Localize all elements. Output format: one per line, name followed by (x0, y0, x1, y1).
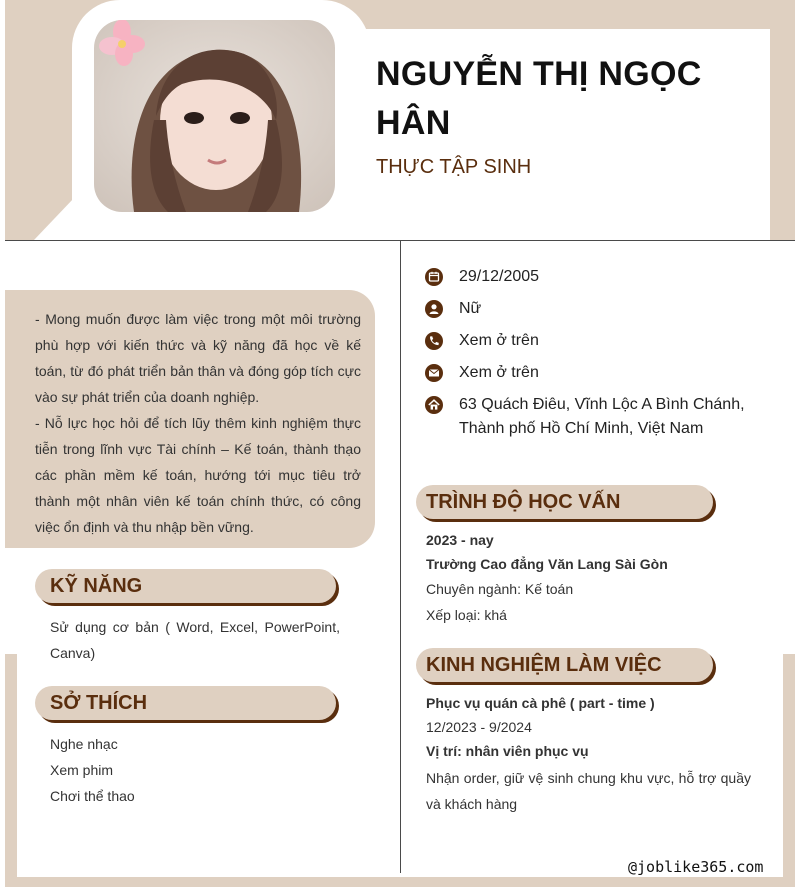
right-border (783, 654, 795, 877)
job-period: 12/2023 - 9/2024 (426, 719, 532, 735)
phone-icon (425, 332, 443, 350)
address-line-1: 63 Quách Điêu, Vĩnh Lộc A Bình Chánh, (459, 396, 745, 413)
objective-paragraph-1: - Mong muốn được làm việc trong một môi trường phù hợp với kiến thức và kỹ năng đã học về kế toán, từ đó phát triển bản thân và đóng góp tích cực vào sự phát triển của doanh nghiệp. (35, 311, 361, 405)
education-school: Trường Cao đẳng Văn Lang Sài Gòn (426, 556, 668, 572)
column-divider (400, 240, 401, 873)
hobby-item: Nghe nhạc (50, 736, 118, 752)
education-details (426, 528, 756, 628)
education-period: 2023 - nay (426, 532, 494, 548)
hobbies-title: SỞ THÍCH (50, 692, 148, 714)
job-description: Nhận order, giữ vệ sinh chung khu vực, hỗ trợ quầy và khách hàng (426, 770, 751, 812)
hobby-item: Xem phim (50, 762, 114, 778)
phone-text: Xem ở trên (459, 332, 539, 349)
skills-title: KỸ NĂNG (50, 575, 143, 597)
experience-title: KINH NGHIỆM LÀM VIỆC (426, 654, 662, 676)
hobby-item: Chơi thể thao (50, 788, 135, 804)
education-major: Chuyên ngành: Kế toán (426, 581, 574, 597)
home-icon (425, 396, 443, 414)
address-line-2: Thành phố Hồ Chí Minh, Việt Nam (459, 420, 704, 437)
mail-icon (425, 364, 443, 382)
hobbies-list (50, 731, 340, 809)
bottom-border (5, 877, 795, 887)
job-title: Phục vụ quán cà phê ( part - time ) (426, 695, 655, 711)
gender-text: Nữ (459, 300, 482, 317)
candidate-role: THỰC TẬP SINH (376, 156, 532, 178)
email-text: Xem ở trên (459, 364, 539, 381)
objective-paragraph-2: - Nỗ lực học hỏi để tích lũy thêm kinh nghiệm thực tiễn trong lĩnh vực Tài chính – Kế toán, thành thạo các phần mềm kế toán, hướng tới mục tiêu trở thành một nhân viên kế toán chính thức, có công việc ổn định và thu nhập bền vững. (35, 415, 361, 535)
education-title: TRÌNH ĐỘ HỌC VẤN (426, 491, 621, 513)
skills-text: Sử dụng cơ bản ( Word, Excel, PowerPoint, Canva) (50, 619, 340, 661)
career-objective-text (35, 306, 361, 540)
experience-details (426, 691, 751, 817)
calendar-icon (425, 268, 443, 286)
birthday-text: 29/12/2005 (459, 268, 540, 285)
job-position: Vị trí: nhân viên phục vụ (426, 743, 589, 759)
profile-photo (94, 20, 335, 212)
site-watermark: @joblike365.com (628, 858, 764, 876)
candidate-name: NGUYỄN THỊ NGỌC HÂN (376, 55, 702, 142)
education-grade: Xếp loại: khá (426, 607, 507, 623)
photo-frame-tail (34, 198, 74, 240)
person-icon (425, 300, 443, 318)
address-text (459, 393, 769, 441)
